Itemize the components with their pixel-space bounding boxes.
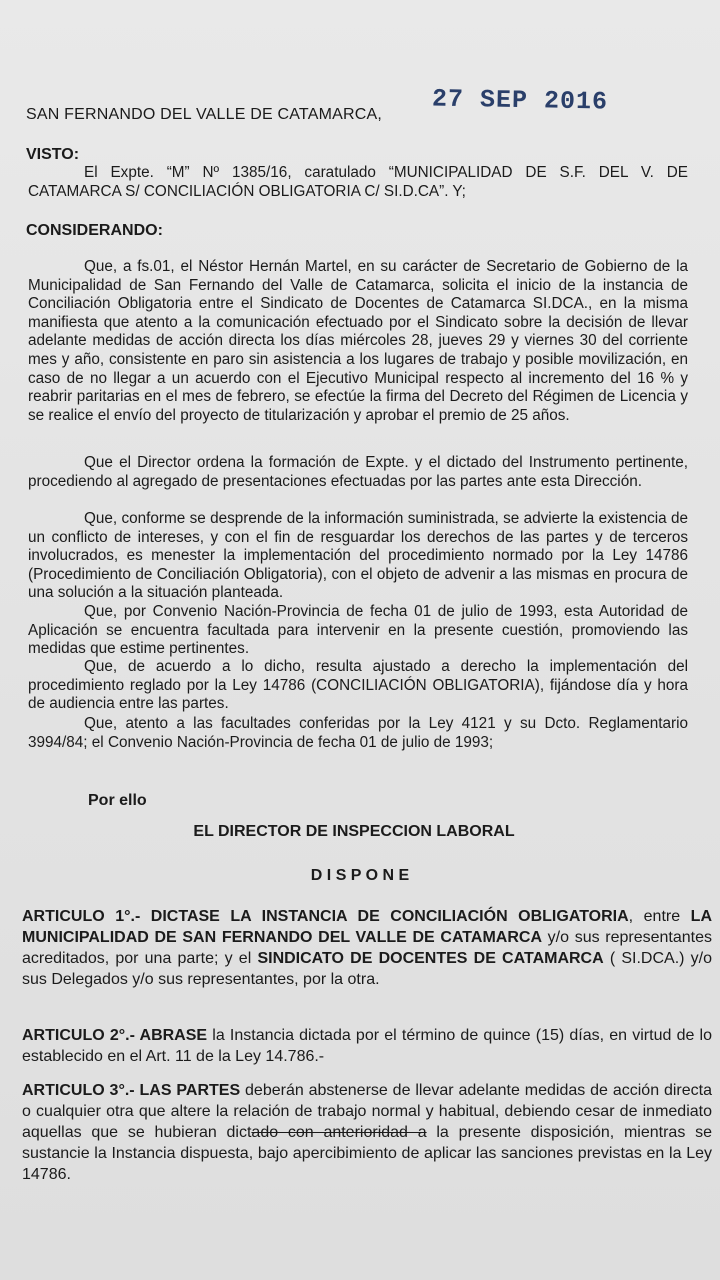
articulo-2: [22, 1025, 712, 1067]
considerando-title: CONSIDERANDO:: [26, 222, 163, 239]
articulo-text: la Instancia dictada por el término de quince (15) días, en virtud de lo establecido en el Art. 11 de la Ley 14.786.-: [22, 1027, 713, 1065]
considerando-paragraph: Que, atento a las facultades conferidas por la Ley 4121 y su Dcto. Reglamentario 3994/84; el Convenio Nación-Provincia de fecha 01 de julio de 1993;: [28, 715, 688, 751]
visto-text: El Expte. “M” Nº 1385/16, caratulado “MUNICIPALIDAD DE S.F. DEL V. DE CATAMARCA S/ CONCILIACIÓN OBLIGATORIA C/ SI.D.CA”. Y;: [28, 164, 688, 200]
articulo-text: y/o sus representantes acreditados, por una parte; y el: [22, 929, 712, 967]
date-stamp: 27 SEP 2016: [431, 84, 609, 117]
considerando-paragraph: Que, conforme se desprende de la información suministrada, se advierte la existencia de un conflicto de intereses, y con el fin de resguardar los derechos de las partes y de terceros involucrados, es menester la implementación del procedimiento normado por la Ley 14786 (Procedimiento de Conciliación Obligatoria), con el objeto de advenir a las mismas en procura de una solución a la situación planteada.: [28, 510, 688, 602]
articulo-text: ( SI.DCA.) y/o sus Delegados y/o sus representantes, por la otra.: [22, 950, 713, 988]
considerando-paragraph: Que el Director ordena la formación de Expte. y el dictado del Instrumento pertinente, procediendo al agregado de presentaciones efectuadas por las partes ante esta Dirección.: [28, 454, 688, 490]
dispone-title: D I S P O N E: [310, 867, 410, 884]
articulo-bold: DICTASE LA INSTANCIA DE CONCILIACIÓN OBLIGATORIA: [140, 908, 629, 925]
visto-title: VISTO:: [26, 146, 80, 163]
articulo-label: ARTICULO 3°.-: [22, 1082, 135, 1099]
articulo-bold: SINDICATO DE DOCENTES DE CATAMARCA: [257, 950, 604, 967]
header-place: SAN FERNANDO DEL VALLE DE CATAMARCA,: [26, 106, 383, 123]
articulo-text: , entre: [628, 908, 691, 925]
articulo-label: ARTICULO 1°.-: [22, 908, 141, 925]
articulo-bold: ABRASE: [134, 1027, 208, 1044]
articulo-text: la presente disposición, mientras se sustancie la Instancia dispuesta, bajo apercibimiento de aplicar las sanciones previstas en la Ley 14786.: [22, 1124, 712, 1183]
struck-text: ado con anterioridad a: [251, 1124, 427, 1141]
director-title: EL DIRECTOR DE INSPECCION LABORAL: [193, 823, 515, 840]
por-ello: Por ello: [88, 792, 147, 809]
considerando-paragraph: Que, de acuerdo a lo dicho, resulta ajustado a derecho la implementación del procedimiento reglado por la Ley 14786 (CONCILIACIÓN OBLIGATORIA), fijándose día y hora de audiencia entre las partes.: [28, 658, 688, 713]
articulo-bold: LA MUNICIPALIDAD DE SAN FERNANDO DEL VALLE DE CATAMARCA: [22, 908, 712, 946]
articulo-3: [22, 1080, 712, 1185]
articulo-1: [22, 906, 712, 990]
considerando-paragraph: Que, por Convenio Nación-Provincia de fecha 01 de julio de 1993, esta Autoridad de Aplicación se encuentra facultada para intervenir en la presente cuestión, promoviendo las medidas que estime pertinentes.: [28, 603, 688, 658]
articulo-text: deberán abstenerse de llevar adelante medidas de acción directa o cualquier otra que altere la relación de trabajo normal y habitual, debiendo cesar de inmediato aquellas que se hubieran dict: [22, 1082, 713, 1141]
articulo-label: ARTICULO 2°.-: [22, 1027, 135, 1044]
considerando-paragraph: Que, a fs.01, el Néstor Hernán Martel, en su carácter de Secretario de Gobierno de la Municipalidad de San Fernando del Valle de Catamarca, solicita el inicio de la instancia de Conciliación Obligatoria entre el Sindicato de Docentes de Catamarca SI.DCA., en la misma manifiesta que atento a la comunicación efectuado por el Sindicato sobre la decisión de llevar adelante medidas de acción directa los días miércoles 28, jueves 29 y viernes 30 del corriente mes y año, consistente en paro sin asistencia a los lugares de trabajo y posible movilización, en caso de no llegar a un acuerdo con el Ejecutivo Municipal respecto al incremento del 16 % y reabrir paritarias en el mes de febrero, se efectúe la firma del Decreto del Régimen de Licencia y se realice el envío del proyecto de titularización y aprobar el premio de 25 años.: [28, 258, 688, 424]
articulo-bold: LAS PARTES: [134, 1082, 241, 1099]
